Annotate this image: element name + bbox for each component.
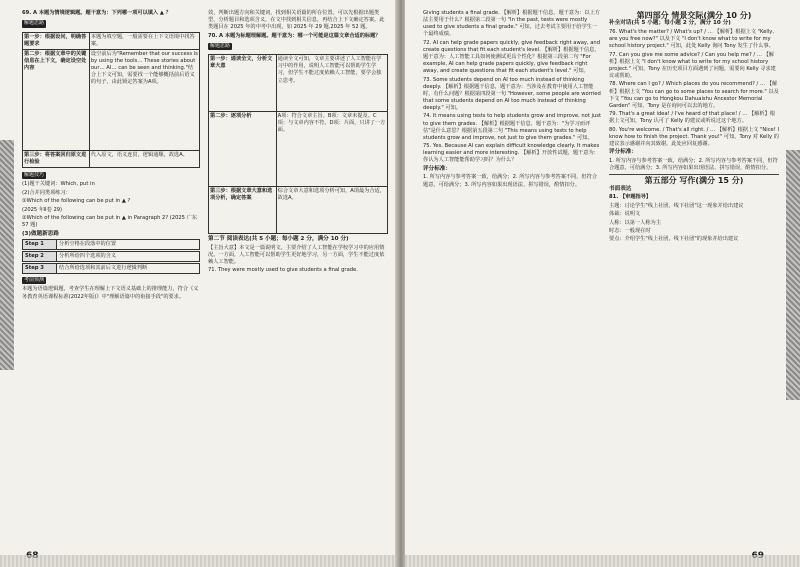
q79: 79. That's a great idea! / I've heard of that place! / … 【解析】根据上文可知，Tony 认可了 Kelly 的建议或听说过这个地方。 [609,111,775,125]
q69-heading: 69. A 本题为情境逻辑题。题干意为：下列哪一项可以填入 ▲ ？ [22,10,171,16]
writing-points: 要点：介绍学生"线上社团，线下社团"的现象并给出建议 [609,236,739,243]
divider [609,174,779,175]
q75: 75. Yes. Because AI can explain difficult knowledge clearly. It makes learning easier and more interesting. 【解析】开放性试题，题干意为：你认为人工智能能帮助学习吗？为什么？ [423,143,600,164]
q70-tag: 解题思路 [210,43,231,50]
q72: 72. AI can help grade papers quickly, give feedback right away, and create questions that fit each student's level. 【解析】根据题干信息，题干意为：人工智能工具如何使测试更具个性化？根据第三段第二句 "For example, AI can help grade papers quickly, give feedback right away, and create questions that fit each student's level." 可知。 [423,39,601,75]
step-box: Step 3 结合所给选项和其前后文进行逻辑判断 [22,263,200,274]
note-tag: 考前预测 [24,277,45,284]
part2-title: 第二节 阅读表达(共 5 小题；每小题 2 分，满分 10 分) [208,236,349,243]
q69-continued: 效，判断出题方向和关键词，找到相关语篇的所在位置。可以先根据出题类型，分析题目和选项含义，在文中找到相关信息，再结合上下文确定答案。此类题目在 2025 年的中考中出现，如 2025 年 29 题,2025 年 52 题。 [208,10,385,31]
writing-person: 人称：以第一人称为主 [609,219,661,226]
right-col-1 [423,10,601,190]
part4-subtitle: 补全对话(共 5 小题；每小题 2 分，满分 10 分) [609,20,731,27]
part2-intro: 【主旨大意】本文是一篇说明文。主要介绍了人工智能在学校学习中的应用情况。一方面，人工智能可以帮助学生更好地学习，另一方面，学生不能过度依赖人工智能。 [208,244,385,265]
table-row: 第二步：逐项分析 A项：符合文章主旨。B项：文章未提及。C项：与文章内容不符。D项：片面，只讲了一方面。 [209,111,387,186]
q73: 73. Some students depend on AI too much instead of thinking deeply. 【解析】根据题干信息，题干意为：当涉及在教育中使用人工智能时，有什么问题？根据第四段第一句 "However, some people are worried that some students depend on AI too much instead of thinking deeply." 可知。 [423,76,601,111]
q71-answer: Giving students a final grade. 【解析】根据题干信息，题干意为：以上方法主要用于什么？根据第二段第一句 "In the past, tests were mostly used to give students a final grade." 可知，过去考试主要用于给学生一个最终成绩。 [423,10,600,38]
q80: 80. You're welcome. / That's all right. / … 【解析】根据上文 "Nice! I know how to finish the project. Thank you!" 可知，Tony 对 Kelly 的建议表示感谢并向其致谢，此处应回复感谢。 [609,126,780,147]
left-edge-pattern [0,140,14,370]
skill-1: (1)题干关键词：Which, put in [22,181,95,188]
part4-title: 第四部分 情景交际(满分 10 分) [636,11,752,20]
q74: 74. It means using tests to help students grow and improve, not just to give them grades. 【解析】根据题干信息，题干意为："为学习而评估"是什么意思？根据第五段第二句 "This means using tests to help students grow and improve, not just to give them grades." 可知。 [423,113,601,141]
q69-tag: 解题思路 [24,20,45,27]
eval-text-2: 1. 所写内容与参考答案一致，给满分；2. 所写内容与参考答案不同，但符合题意，可给满分；3. 所写内容如果出现语法、拼写错误，酌情扣分。 [609,157,778,171]
skill-2: (2)合并同类项练习： [22,189,71,196]
left-col-1 [22,10,200,302]
right-col-2 [609,10,779,245]
part5-title: 第五部分 写作(满分 15 分) [644,176,744,186]
q76: 76. What's the matter? / What's up? / … 【解析】根据上文 "Kelly, are you free now?" 以及下文 "I don't know what to write for my school history project." 可知，此处 Kelly 询问 Tony 发生了什么事。 [609,28,774,50]
q71: 71. They were mostly used to give students a final grade. [208,267,358,274]
table-row: 第一步：根据设问，明确答题要求 本题为填空题，一般需要在上下文语境中找答案。 [23,33,199,49]
left-col-2 [208,10,388,276]
q70-heading: 70. A 本题为标题理解题。题干意为：哪一个可能是这篇文章合适的标题？ [208,32,381,39]
right-edge-pattern [786,150,800,400]
skill-2c: ②Which of the following can be put in ▲ in Paragraph 2? (2025 广东 57 题) [22,214,198,229]
q69-table [22,32,200,168]
eval-title: 评分标准： [423,165,451,172]
step-box: Step 1 分析空格在段落中的位置 [22,239,200,250]
skill-2a: ①Which of the following can be put in ▲ ? [22,198,131,205]
step-box: Step 2 分析所给四个选项的含义 [22,251,200,262]
q70-table [208,54,388,234]
table-row: 第二步：根据文章中的关键信息在上下文，确定设空处内容 设空前后为"Remember that our success is by using the tools… These stories about our… AI… can be seen and thinking."结合上下文可知，需要找一个能够概括前后语义的句子，由此锁定答案为A项。 [23,49,199,150]
writing-theme: 主题：讨论学生"线上社团，线下社团"这一现象并给出建议 [609,202,744,209]
q78: 78. Where can I go? / Which places do you recommend? / … 【解析】根据上文 "You can go to some places to search for more." 以及下文 "You can go to Hongkou Dahuaishu Ancestor Memorial Garden" 可知，Tony 是在询问可以去的地方。 [609,81,779,109]
writing-genre: 体裁：说明文 [609,211,641,218]
table-row: 第一步：通读全文，分析文章大意 通读全文可知，文章主要讲述了人工智能在学习中的作用，说明人工智能可以帮助学生学习，但学生不能过度依赖人工智能，要学会独立思考。 [209,55,387,111]
left-page [0,0,397,567]
q81: 81. 【审题指导】 [609,194,652,201]
q77: 77. Can you give me some advice? / Can you help me? / … 【解析】根据上文 "I don't know what to write for my school history project." 可知，Tony 在历史项目方面遇到了问题，需要向 Kelly 寻求建议或帮助。 [609,51,776,79]
right-bottom-pattern [405,555,800,567]
right-page [405,0,800,567]
skill-tag: 解题技巧 [24,171,45,178]
eval-title-2: 评分标准： [609,149,637,156]
table-row: 第三步：根据文章大意和选项分析，确定答案 综合文章大意和选项分析可知，A项最为合适，故选A。 [209,186,387,233]
skill-2b: (2025 年Ⅱ卷 29) [22,206,63,213]
table-row: 第三步：将答案回归原文进行检验 代入原文，语义连贯，逻辑通顺，故选A。 [23,150,199,167]
skill-3: (3)做题新思路 [22,230,59,237]
note-text: 本题为语篇逻辑题，考查学生在理解上下文语义基础上的推理能力，符合《义务教育英语课程标准(2022年版)》中"理解语篇中的衔接手段"的要求。 [22,286,199,300]
left-bottom-pattern [0,555,397,567]
writing-subtitle: 书面表达 [609,185,632,192]
eval-text: 1. 所写内容与参考答案一致，给满分；2. 所写内容与参考答案不同，但符合题意，可给满分；3. 所写内容如果出现语法、拼写错误，酌情扣分。 [423,174,598,188]
writing-tense: 时态：一般现在时 [609,228,651,234]
